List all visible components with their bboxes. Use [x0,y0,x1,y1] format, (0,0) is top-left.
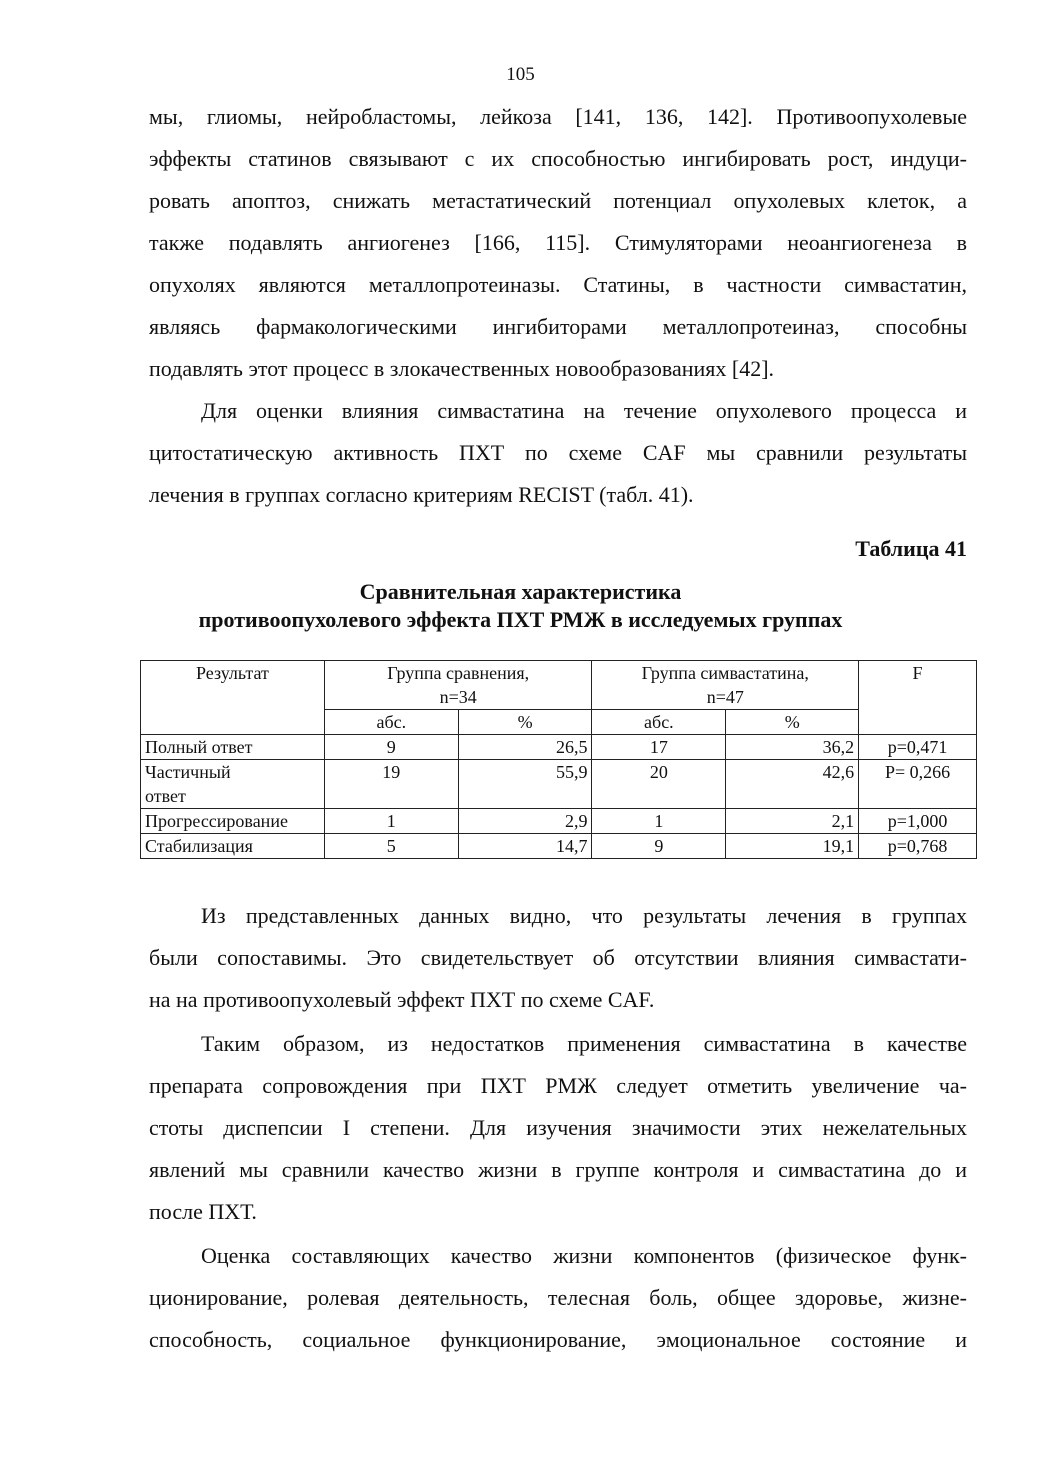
row-label: Полный ответ [141,735,325,760]
cell-g1-pct: 14,7 [458,834,592,859]
paragraph-4 [149,1023,967,1233]
header-group-comparison: Группа сравнения, n=34 [324,661,592,710]
header-result: Результат [141,661,325,735]
row-label: Прогрессирование [141,809,325,834]
page-number: 105 [506,64,535,85]
text-line: опухолях являются металлопротеиназы. Статины, в частности симвастатин, [149,272,967,297]
table-caption [0,578,1041,634]
cell-g1-abs: 5 [324,834,458,859]
cell-g1-abs: 19 [324,760,458,809]
text-line: Таким образом, из недостатков применения симвастатина в качестве [201,1031,967,1056]
text-line: были сопоставимы. Это свидетельствует об отсутствии влияния симвастати- [149,945,967,970]
results-table [140,660,977,859]
text-line: способность, социальное функционирование, эмоциональное состояние и [149,1327,967,1352]
table-caption-line: Сравнительная характеристика [359,579,682,604]
header-abs: абс. [592,710,726,735]
text-line: ровать апоптоз, снижать метастатический потенциал опухолевых клеток, а [149,188,967,213]
text-line: явлений мы сравнили качество жизни в группе контроля и симвастатина до и [149,1157,967,1182]
cell-f: p=0,471 [859,735,977,760]
paragraph-1 [149,96,967,390]
cell-f: P= 0,266 [859,760,977,809]
cell-g2-pct: 19,1 [726,834,859,859]
cell-g2-abs: 9 [592,834,726,859]
cell-f: p=0,768 [859,834,977,859]
table-label: Таблица 41 [855,536,967,561]
cell-g1-abs: 9 [324,735,458,760]
table-row [141,834,977,859]
paragraph-5 [149,1235,967,1361]
table-caption-line: противоопухолевого эффекта ПХТ РМЖ в исследуемых группах [198,607,843,632]
text-line: стоты диспепсии I степени. Для изучения значимости этих нежелательных [149,1115,967,1140]
header-pct: % [726,710,859,735]
cell-f: p=1,000 [859,809,977,834]
header-group-simvastatin: Группа симвастатина, n=47 [592,661,859,710]
cell-g2-abs: 17 [592,735,726,760]
header-pct: % [458,710,592,735]
table-row [141,735,977,760]
text-line: являясь фармакологическими ингибиторами металлопротеиназ, способны [149,314,967,339]
cell-g1-pct: 55,9 [458,760,592,809]
text-line: мы, глиомы, нейробластомы, лейкоза [141, 136, 142]. Противоопухолевые [149,104,967,129]
text-line: Из представленных данных видно, что результаты лечения в группах [201,903,967,928]
text-line: ционирование, ролевая деятельность, телесная боль, общее здоровье, жизне- [149,1285,967,1310]
header-f: F [859,661,977,735]
row-label: Частичный ответ [141,760,325,809]
text-line: после ПХТ. [149,1199,257,1224]
text-line: эффекты статинов связывают с их способностью ингибировать рост, индуци- [149,146,967,171]
text-line: лечения в группах согласно критериям RECIST (табл. 41). [149,482,694,507]
cell-g2-pct: 42,6 [726,760,859,809]
text-line: цитостатическую активность ПХТ по схеме CAF мы сравнили результаты [149,440,967,465]
cell-g2-pct: 2,1 [726,809,859,834]
cell-g2-pct: 36,2 [726,735,859,760]
cell-g2-abs: 1 [592,809,726,834]
table-row [141,809,977,834]
cell-g1-abs: 1 [324,809,458,834]
cell-g1-pct: 2,9 [458,809,592,834]
text-line: подавлять этот процесс в злокачественных новообразованиях [42]. [149,356,775,381]
text-line: Для оценки влияния симвастатина на течение опухолевого процесса и [201,398,967,423]
row-label: Стабилизация [141,834,325,859]
text-line: Оценка составляющих качество жизни компонентов (физическое функ- [201,1243,967,1268]
cell-g1-pct: 26,5 [458,735,592,760]
cell-g2-abs: 20 [592,760,726,809]
table-row [141,760,977,809]
header-abs: абс. [324,710,458,735]
paragraph-2 [149,390,967,516]
paragraph-3 [149,895,967,1021]
text-line: препарата сопровождения при ПХТ РМЖ следует отметить увеличение ча- [149,1073,967,1098]
text-line: на на противоопухолевый эффект ПХТ по схеме CAF. [149,987,655,1012]
text-line: также подавлять ангиогенез [166, 115]. Стимуляторами неоангиогенеза в [149,230,967,255]
